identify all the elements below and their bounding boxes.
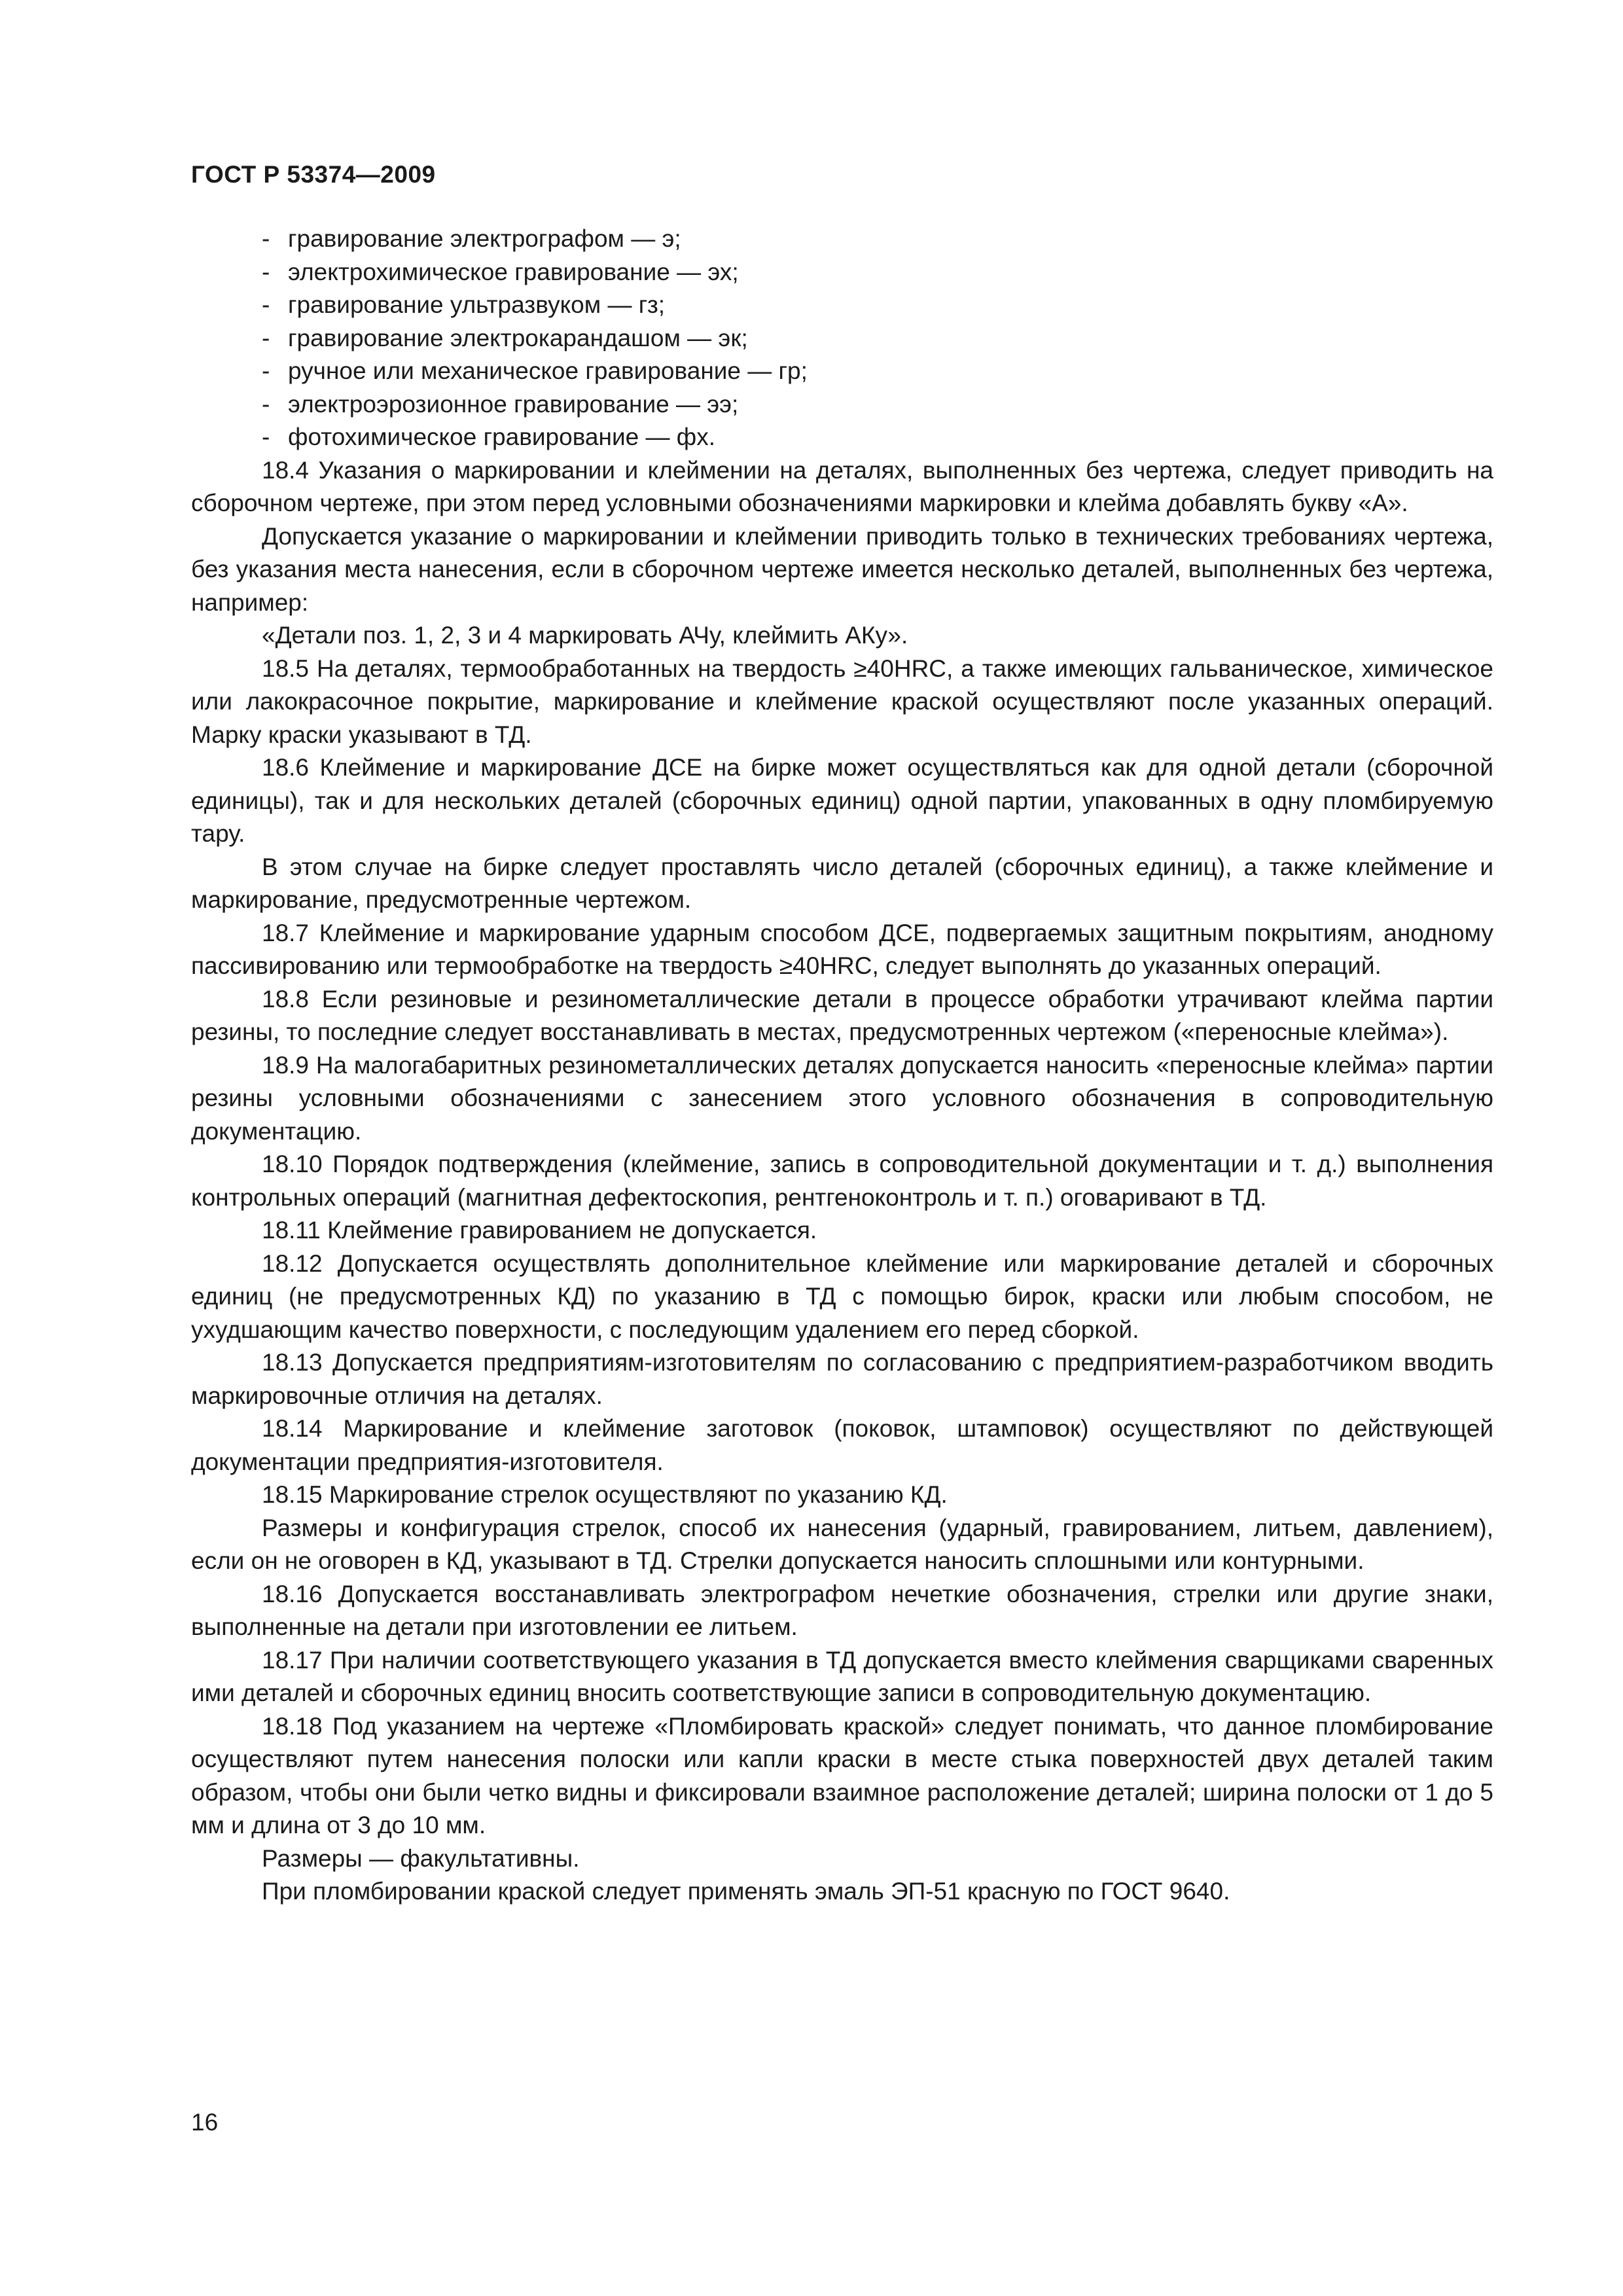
clause-18-4-example: «Детали поз. 1, 2, 3 и 4 маркировать АЧу, клеймить АКу». (262, 622, 908, 649)
clause-18-16: 18.16 Допускается восстанавливать электрографом нечеткие обозначения, стрелки или другие знаки, выполненные на детали при изготовлении ее литьем. (191, 1580, 1493, 1640)
list-item: - электроэрозионное гравирование — ээ; (191, 388, 1493, 422)
clause-18-7: 18.7 Клеймение и маркирование ударным способом ДСЕ, подвергаемых защитным покрытиям, анодному пассивированию или термообработке на твердость ≥40HRC, следует выполнять до указанных операций. (191, 919, 1493, 979)
clause-18-15-note: Размеры и конфигурация стрелок, способ их нанесения (ударный, гравированием, литьем, давлением), если он не оговорен в КД, указывают в ТД. Стрелки допускается наносить сплошными или контурными. (191, 1514, 1493, 1574)
list-item: - электрохимическое гравирование — эх; (191, 256, 1493, 289)
bullet-marker: - (262, 225, 270, 252)
list-item: - ручное или механическое гравирование — гр; (191, 355, 1493, 388)
clause-18-18-enamel: При пломбировании краской следует применять эмаль ЭП-51 красную по ГОСТ 9640. (262, 1878, 1230, 1905)
list-item: - гравирование электрографом — э; (191, 223, 1493, 256)
document-body (191, 223, 1493, 1909)
bullet-marker: - (262, 324, 270, 351)
bullet-marker: - (262, 357, 270, 384)
clause-18-12: 18.12 Допускается осуществлять дополнительное клеймение или маркирование деталей и сборочных единиц (не предусмотренных КД) по указанию в ТД с помощью бирок, краски или любым способом, не ухудшающим качество поверхности, с последующим удалением его перед сборкой. (191, 1249, 1493, 1343)
clause-18-17: 18.17 При наличии соответствующего указания в ТД допускается вместо клеймения сварщиками сваренных ими деталей и сборочных единиц вносить соответствующие записи в сопроводительную документацию. (191, 1646, 1493, 1706)
clause-18-6: 18.6 Клеймение и маркирование ДСЕ на бирке может осуществляться как для одной детали (сборочной единицы), так и для нескольких деталей (сборочных единиц) одной партии, упакованных в одну пломбируемую тару. (191, 754, 1493, 847)
page-number: 16 (191, 2109, 219, 2136)
clause-18-18-sizes: Размеры — факультативны. (262, 1844, 580, 1872)
clause-18-4: 18.4 Указания о маркировании и клеймении на деталях, выполненных без чертежа, следует приводить на сборочном чертеже, при этом перед условными обозначениями маркировки и клейма добавлять букву «А». (191, 456, 1493, 516)
clause-18-10: 18.10 Порядок подтверждения (клеймение, запись в сопроводительной документации и т. д.) выполнения контрольных операций (магнитная дефектоскопия, рентгеноконтроль и т. п.) оговаривают в ТД. (191, 1151, 1493, 1211)
clause-18-4-note: Допускается указание о маркировании и клеймении приводить только в технических требованиях чертежа, без указания места нанесения, если в сборочном чертеже имеется несколько деталей, выполненных без чертежа, например: (191, 522, 1493, 616)
clause-18-11: 18.11 Клеймение гравированием не допускается. (262, 1217, 817, 1244)
clause-18-14: 18.14 Маркирование и клеймение заготовок (поковок, штамповок) осуществляют по действующей документации предприятия-изготовителя. (191, 1415, 1493, 1475)
clause-18-8: 18.8 Если резиновые и резинометаллические детали в процессе обработки утрачивают клейма партии резины, то последние следует восстанавливать в местах, предусмотренных чертежом («переносные клейма»). (191, 985, 1493, 1045)
bullet-marker: - (262, 291, 270, 318)
clause-18-15: 18.15 Маркирование стрелок осуществляют по указанию КД. (262, 1481, 948, 1508)
clause-18-18: 18.18 Под указанием на чертеже «Пломбировать краской» следует понимать, что данное пломбирование осуществляют путем нанесения полоски или капли краски в месте стыка поверхностей двух деталей таким образом, чтобы они были четко видны и фиксировали взаимное расположение деталей; ширина полоски от 1 до 5 мм и длина от 3 до 10 мм. (191, 1712, 1493, 1839)
clause-18-9: 18.9 На малогабаритных резинометаллических деталях допускается наносить «переносные клейма» партии резины условными обозначениями с занесением этого условного обозначения в сопроводительную документацию. (191, 1051, 1493, 1145)
clause-18-5: 18.5 На деталях, термообработанных на твердость ≥40HRC, а также имеющих гальваническое, химическое или лакокрасочное покрытие, маркирование и клеймение краской осуществляют после указанных операций. Марку краски указывают в ТД. (191, 655, 1493, 748)
list-item: - гравирование электрокарандашом — эк; (191, 322, 1493, 355)
document-header: ГОСТ Р 53374—2009 (191, 161, 436, 188)
clause-18-13: 18.13 Допускается предприятиям-изготовителям по согласованию с предприятием-разработчиком вводить маркировочные отличия на деталях. (191, 1349, 1493, 1409)
list-item: - фотохимическое гравирование — фх. (191, 421, 1493, 454)
clause-18-6-note: В этом случае на бирке следует проставлять число деталей (сборочных единиц), а также клеймение и маркирование, предусмотренные чертежом. (191, 853, 1493, 913)
list-item: - гравирование ультразвуком — гз; (191, 289, 1493, 322)
bullet-marker: - (262, 423, 270, 450)
bullet-marker: - (262, 390, 270, 418)
bullet-marker: - (262, 258, 270, 285)
